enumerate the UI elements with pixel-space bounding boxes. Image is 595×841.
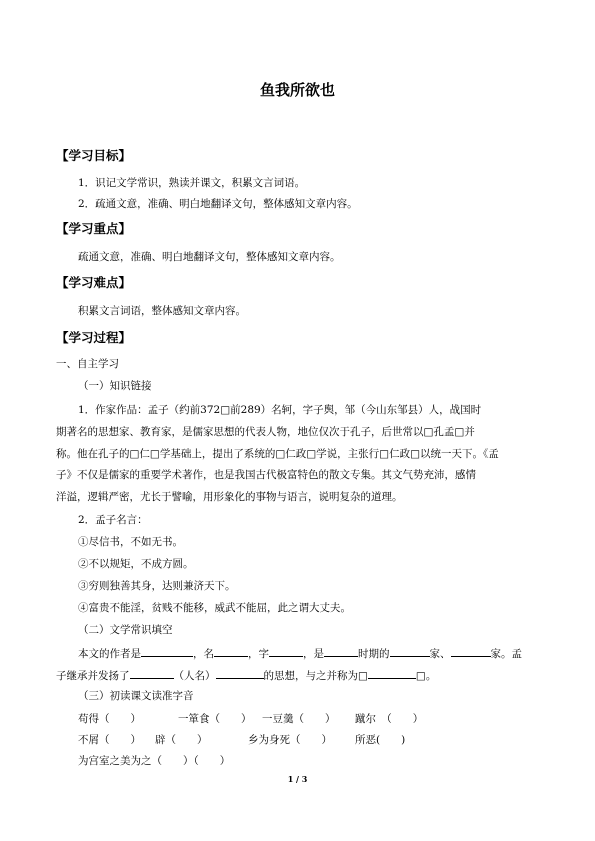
page-title: 鱼我所欲也: [259, 81, 335, 99]
quote-3: ③穷则独善其身，达则兼济天下。: [78, 580, 236, 592]
author-line-1: 1．作家作品：孟子（约前372□前289）名轲，字子舆，邹（今山东邹县）人，战国时: [78, 404, 482, 416]
author-line-4: 子》不仅是儒家的重要学术著作，也是我国古代极富特色的散文专集。其文气势充沛，感情: [56, 469, 476, 481]
author-line-2: 期著名的思想家、教育家，是儒家思想的代表人物，地位仅次于孔子，后世常以□孔孟□并: [56, 426, 475, 438]
goal-2: 2．疏通文意，准确、明白地翻译文句，整体感知文章内容。: [78, 198, 358, 210]
fill-blank-person[interactable]: [130, 667, 174, 679]
fill-blank-role-2[interactable]: [451, 645, 491, 657]
quote-4: ④富贵不能淫，贫贱不能移，威武不能屈，此之谓大丈夫。: [78, 602, 351, 614]
quote-2: ②不以规矩，不成方圆。: [78, 558, 194, 570]
fill-blank-courtesy-name[interactable]: [269, 645, 303, 657]
fill-line-2: [56, 667, 436, 683]
pron-item: 所恶( ): [355, 734, 406, 746]
quote-1: ①尽信书，不如无书。: [78, 536, 183, 548]
pron-item: 蹴尔 （ ）: [355, 713, 424, 725]
fill-text: ，字: [248, 648, 269, 660]
pron-item: 不屑（ ）: [78, 734, 141, 746]
goal-1: 1．识记文学常识，熟读并课文，积累文言词语。: [78, 177, 306, 189]
pron-item: 乡为身死（ ）: [248, 734, 332, 746]
pron-item: 辟（ ）: [155, 734, 208, 746]
heading-key: 【学习重点】: [56, 221, 132, 236]
sub-literary-fill: （二）文学常识填空: [78, 624, 173, 636]
fill-text: ，是: [303, 648, 324, 660]
sub-pronunciation: （三）初读课文读准字音: [78, 690, 194, 702]
fill-blank-thought[interactable]: [216, 667, 264, 679]
pron-item: 为宫室之美为之（ ）（ ）: [78, 755, 231, 767]
fill-blank-author[interactable]: [141, 645, 193, 657]
heading-goals: 【学习目标】: [56, 148, 132, 163]
part-self-study: 一、自主学习: [56, 358, 119, 370]
fill-blank-era[interactable]: [324, 645, 358, 657]
fill-text: 家。孟: [490, 648, 522, 660]
sub-knowledge-link: （一）知识链接: [78, 380, 152, 392]
pron-item: 一箪食（ ）: [178, 713, 252, 725]
page-number: 1 / 3: [287, 774, 308, 784]
fill-blank-name[interactable]: [214, 645, 248, 657]
fill-text: 家、: [429, 648, 451, 660]
fill-text: □。: [415, 670, 437, 682]
fill-text: （人名）: [173, 670, 216, 682]
difficulty-text: 积累文言词语，整体感知文章内容。: [78, 305, 246, 317]
pron-item: 一豆羹（ ）: [262, 713, 336, 725]
fill-blank-joint-name[interactable]: [368, 667, 416, 679]
fill-blank-role-1[interactable]: [390, 645, 430, 657]
heading-difficulty: 【学习难点】: [56, 275, 132, 290]
fill-text: 时期的: [358, 648, 390, 660]
quotes-title: 2．孟子名言：: [78, 514, 148, 526]
fill-text: ，名: [193, 648, 214, 660]
key-text: 疏通文意，准确、明白地翻译文句，整体感知文章内容。: [78, 251, 341, 263]
heading-process: 【学习过程】: [56, 330, 132, 345]
author-line-3: 称。他在孔子的□仁□学基础上，提出了系统的□仁政□学说，主张行□仁政□以统一天下。《孟: [56, 448, 499, 460]
pron-item: 苟得（ ）: [78, 713, 141, 725]
fill-text: 本文的作者是: [78, 648, 141, 660]
fill-text: 的思想，与之并称为□: [263, 670, 368, 682]
fill-text: 子继承并发扬了: [56, 670, 130, 682]
fill-line-1: [78, 645, 522, 661]
author-line-5: 洋溢，逻辑严密，尤长于譬喻，用形象化的事物与语言，说明复杂的道理。: [56, 491, 403, 503]
